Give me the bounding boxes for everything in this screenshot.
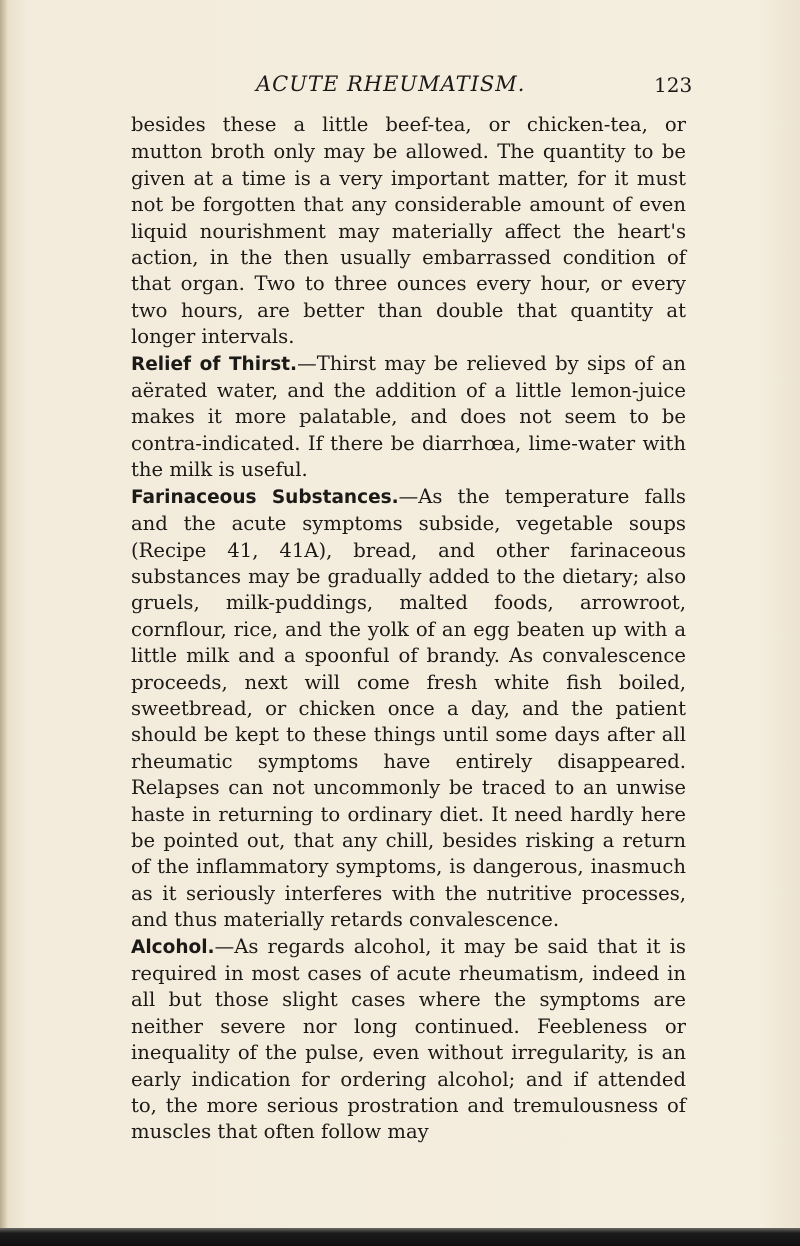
paragraph-heading: Farinaceous Substances. [131, 486, 399, 508]
paragraph-farinaceous-substances [131, 484, 686, 934]
paragraph-heading: Relief of Thirst. [131, 353, 298, 375]
paragraph-text: besides these a little beef-tea, or chicken-tea, or mutton broth only may be allowed. The quantity to be given at a time is a very important matter, for it must not be forgotten that any considerable amount of even liquid nourishment may materially affect the heart's action, in the then usually embarrassed condition of that organ. Two to three ounces every hour, or every two hours, are better than double that quantity at longer intervals. [131, 113, 686, 349]
paragraph-text: —As the temperature falls and the acute symptoms subside, vegetable soups (Recipe 41, 41A), bread, and other farinaceous substances may be gradually added to the dietary; also gruels, milk-puddings, malted foods, arrowroot, cornflour, rice, and the yolk of an egg beaten up with a little milk and a spoonful of brandy. As convalescence proceeds, next will come fresh white fish boiled, sweetbread, or chicken once a day, and the patient should be kept to these things until some days after all rheumatic symptoms have entirely disappeared. Relapses can not uncommonly be traced to an unwise haste in returning to ordinary diet. It need hardly here be pointed out, that any chill, besides risking a return of the inflammatory symptoms, is dangerous, inasmuch as it seriously interferes with the nutritive processes, and thus materially retards convalescence. [131, 484, 686, 932]
paragraph-alcohol [131, 934, 686, 1146]
paragraph-text: —As regards alcohol, it may be said that it is required in most cases of acute rheumatism, indeed in all but those slight cases where the symptoms are neither severe nor long continued. Feebleness or inequality of the pulse, even without irregularity, is an early indication for ordering alcohol; and if attended to, the more serious prostration and tremulousness of muscles that often follow may [131, 934, 686, 1144]
scan-bottom-edge [0, 1228, 800, 1246]
running-head [0, 72, 800, 102]
body-text [131, 112, 686, 1146]
paragraph-text: —Thirst may be relieved by sips of an aërated water, and the addition of a little lemon-juice makes it more palatable, and does not seem to be contra-indicated. If there be diarrhœa, lime-water with the milk is useful. [131, 351, 686, 482]
running-head-title: ACUTE RHEUMATISM. [256, 72, 526, 96]
paragraph [131, 112, 686, 351]
page-number: 123 [654, 73, 693, 97]
paragraph-relief-of-thirst [131, 351, 686, 484]
page-gutter-shadow [0, 0, 8, 1246]
paragraph-heading: Alcohol. [131, 936, 215, 958]
